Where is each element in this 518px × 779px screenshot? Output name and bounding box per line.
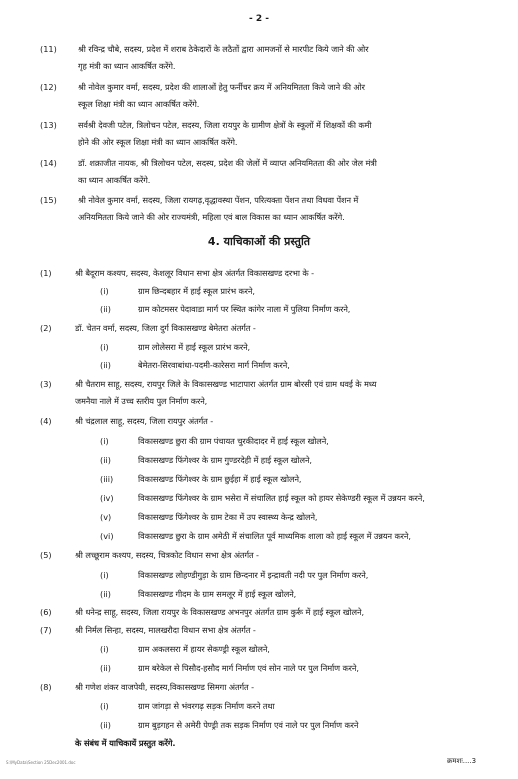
item-line: श्री नोवेल कुमार वर्मा, सदस्य, प्रदेश की शालाओं हेतु फर्नीचर क्रय में अनियमितता किये जाने की ओर [78,82,365,92]
sub-number: (i) [100,342,109,352]
item-line: सर्वश्री देवजी पटेल, त्रिलोचन पटेल, सदस्य, जिला रायपुर के ग्रामीण क्षेत्रों के स्कूलों में शिक्षकों की कमी [78,120,372,130]
item-number: (15) [40,195,57,205]
sub-text: विकासखण्ड फिंगेश्वर के ग्राम गुण्डरदेही में हाई स्कूल खोलने, [138,455,312,465]
sub-text: ग्राम कोटमसर पेदावाडा मार्ग पर स्थित कांगेर नाला में पुलिया निर्माण करने, [138,304,351,314]
petition-number: (1) [40,268,52,278]
item-number: (12) [40,82,57,92]
page-number: - 2 - [249,14,269,24]
petition-number: (3) [40,379,52,389]
petition-number: (4) [40,416,52,426]
sub-text: विकासखण्ड गीदम के ग्राम समलूर में हाई स्कूल खोलने, [138,589,297,599]
petition-text: श्री निर्मल सिन्हा, सदस्य, मालखरौदा विधान सभा क्षेत्र अंतर्गत - [75,625,256,635]
sub-number: (i) [100,701,109,711]
sub-text: ग्राम जांगड़ा से भंवरगढ़ सड़क निर्माण करने तथा [138,701,275,711]
item-line: श्री नोवेल कुमार वर्मा, सदस्य, जिला रायगढ़,वृद्धावस्था पेंशन, परित्यक्ता पेंशन तथा विधवा पेंशन में [78,195,359,205]
item-line: स्कूल शिक्षा मंत्री का ध्यान आकर्षित करेंगे. [78,99,200,109]
sub-number: (ii) [100,720,111,730]
item-number: (14) [40,158,57,168]
sub-number: (ii) [100,663,111,673]
petition-text: श्री चंद्रलाल साहू, सदस्य, जिला रायपुर अंतर्गत - [75,416,214,426]
sub-number: (ii) [100,360,111,370]
petition-number: (8) [40,682,52,692]
item-line: का ध्यान आकर्षित करेंगे. [78,175,151,185]
item-number: (13) [40,120,57,130]
sub-number: (ii) [100,304,111,314]
petition-number: (2) [40,323,52,333]
petition-text: श्री गणेश शंकर वाजपेयी, सदस्य,विकासखण्ड सिमगा अंतर्गत - [75,682,254,692]
sub-text: ग्राम बुड़गहन से अमेरी पेण्ड्री तक सड़क निर्माण एवं नाले पर पुल निर्माण करने [138,720,359,730]
sub-text: विकासखण्ड फिंगेश्वर के ग्राम छुईहा में हाई स्कूल खोलने, [138,474,302,484]
petition-number: (7) [40,625,52,635]
sub-number: (i) [100,644,109,654]
sub-text: विकासखण्ड छुरा के ग्राम अमेठी में संचालित पूर्व माध्यमिक शाला को हाई स्कूल में उन्नयन करने, [138,531,411,541]
footer-file-path: S:\MyData\Section 25Dec2001.doc [6,760,76,765]
petition-number: (6) [40,607,52,617]
item-line: डॉ. शक्राजीत नायक, श्री त्रिलोचन पटेल, सदस्य, प्रदेश की जेलों में व्याप्त अनियमितता की ओर जेल मंत्री [78,158,377,168]
sub-number: (v) [100,512,112,522]
petition-text: डॉ. चेतन वर्मा, सदस्य, जिला दुर्ग विकासखण्ड बेमेतरा अंतर्गत - [75,323,256,333]
petition-text: श्री बैदूराम कश्यप, सदस्य, केशलूर विधान सभा क्षेत्र अंतर्गत विकासखण्ड दरभा के - [75,268,314,278]
sub-number: (i) [100,286,109,296]
petition-text: श्री लच्छूराम कश्यप, सदस्य, चित्रकोट विधान सभा क्षेत्र अंतर्गत - [75,550,259,560]
sub-text: विकासखण्ड लोहण्डीगुड़ा के ग्राम छिन्दनार में इन्द्रावती नदी पर पुल निर्माण करने, [138,570,369,580]
sub-number: (ii) [100,589,111,599]
sub-number: (iv) [100,493,114,503]
sub-text: बेमेतरा-सिरवाबांधा-पदमी-कारेसरा मार्ग निर्माण करने, [138,360,290,370]
petition-text: श्री चैतराम साहू, सदस्य, रायपुर जिले के विकासखण्ड भाटापारा अंतर्गत ग्राम बोरसी एवं ग्राम धवई के मध्य [75,379,377,389]
sub-text: ग्राम बरेकेल से पिसौद-हसौद मार्ग निर्माण एवं सोन नाले पर पुल निर्माण करने, [138,663,359,673]
sub-number: (i) [100,570,109,580]
closing-line: के संबंध में याचिकायें प्रस्तुत करेंगे. [75,738,176,748]
sub-number: (iii) [100,474,114,484]
sub-text: ग्राम छिन्दबहार में हाई स्कूल प्रारंभ करने, [138,286,255,296]
sub-text: ग्राम अकलसरा में हायर सेकण्ड्री स्कूल खोलने, [138,644,270,654]
item-line: होने की ओर स्कूल शिक्षा मंत्री का ध्यान आकर्षित करेंगे. [78,137,238,147]
item-number: (11) [40,44,57,54]
item-line: श्री रविन्द्र चौबे, सदस्य, प्रदेश में शराब ठेकेदारों के लठैतों द्वारा आमजनों से मारपीट किये जाने की ओर [78,44,369,54]
sub-text: विकासखण्ड फिंगेश्वर के ग्राम भसेरा में संचालित हाई स्कूल को हायर सेकेण्डरी स्कूल में उन्नयन करने, [138,493,425,503]
sub-text: विकासखण्ड फिंगेश्वर के ग्राम टेका में उप स्वास्थ्य केन्द्र खोलने, [138,512,318,522]
petition-text-continued: जमनैया नाले में उच्च स्तरीय पुल निर्माण करने, [75,396,208,406]
sub-number: (ii) [100,455,111,465]
sub-text: विकासखण्ड छुरा की ग्राम पंचायत चुरकीदादर में हाई स्कूल खोलने, [138,436,329,446]
sub-text: ग्राम लोलेसरा में हाई स्कूल प्रारंभ करने, [138,342,251,352]
continued-marker: क्रमशः....3 [447,757,477,765]
section-heading: 4. याचिकाओं की प्रस्तुति [207,235,311,248]
sub-number: (i) [100,436,109,446]
sub-number: (vi) [100,531,114,541]
petition-number: (5) [40,550,52,560]
item-line: गृह मंत्री का ध्यान आकर्षित करेंगे. [78,61,176,71]
item-line: अनियमितता किये जाने की ओर राज्यमंत्री, महिला एवं बाल विकास का ध्यान आकर्षित करेंगे. [78,212,345,222]
petition-text: श्री धनेन्द्र साहू, सदस्य, जिला रायपुर के विकासखण्ड अभनपुर अंतर्गत ग्राम कुर्रू में हाई स्कूल खोलने, [75,607,364,617]
